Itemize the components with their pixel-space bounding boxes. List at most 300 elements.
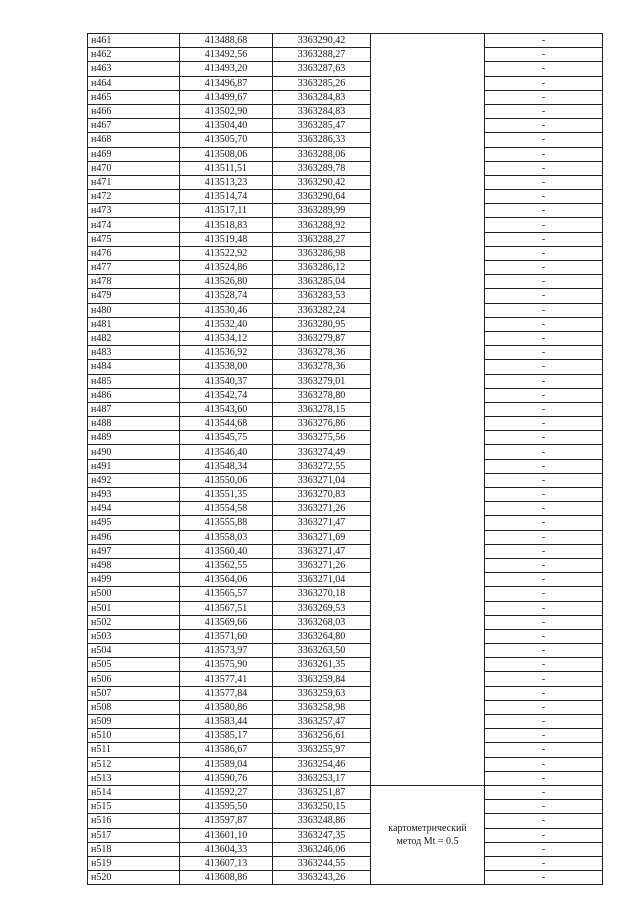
note-cell: - [485, 771, 603, 785]
method-text-line: картометрический [388, 823, 467, 835]
x-coordinate-cell: 413551,35 [180, 488, 273, 502]
note-cell: - [485, 743, 603, 757]
point-id-cell: н506 [88, 672, 180, 686]
x-coordinate-cell: 413496,87 [180, 76, 273, 90]
y-coordinate-cell: 3363284,83 [273, 104, 371, 118]
y-coordinate-cell: 3363285,47 [273, 119, 371, 133]
coordinates-table [87, 33, 603, 885]
point-id-cell: н472 [88, 190, 180, 204]
table-row [88, 629, 603, 643]
x-coordinate-cell: 413554,58 [180, 502, 273, 516]
table-row [88, 34, 603, 48]
point-id-cell: н501 [88, 601, 180, 615]
note-cell: - [485, 558, 603, 572]
point-id-cell: н490 [88, 445, 180, 459]
y-coordinate-cell: 3363285,26 [273, 76, 371, 90]
note-cell: - [485, 658, 603, 672]
table-row [88, 828, 603, 842]
point-id-cell: н511 [88, 743, 180, 757]
point-id-cell: н483 [88, 346, 180, 360]
y-coordinate-cell: 3363286,98 [273, 246, 371, 260]
x-coordinate-cell: 413504,40 [180, 119, 273, 133]
note-cell: - [485, 445, 603, 459]
point-id-cell: н508 [88, 700, 180, 714]
point-id-cell: н469 [88, 147, 180, 161]
y-coordinate-cell: 3363289,99 [273, 204, 371, 218]
x-coordinate-cell: 413577,84 [180, 686, 273, 700]
y-coordinate-cell: 3363251,87 [273, 785, 371, 799]
table-row [88, 331, 603, 345]
note-cell: - [485, 62, 603, 76]
y-coordinate-cell: 3363244,55 [273, 856, 371, 870]
point-id-cell: н491 [88, 459, 180, 473]
table-row [88, 76, 603, 90]
x-coordinate-cell: 413560,40 [180, 544, 273, 558]
table-row [88, 488, 603, 502]
table-row [88, 644, 603, 658]
x-coordinate-cell: 413573,97 [180, 644, 273, 658]
y-coordinate-cell: 3363271,69 [273, 530, 371, 544]
table-row [88, 147, 603, 161]
note-cell: - [485, 488, 603, 502]
y-coordinate-cell: 3363247,35 [273, 828, 371, 842]
x-coordinate-cell: 413519,48 [180, 232, 273, 246]
x-coordinate-cell: 413546,40 [180, 445, 273, 459]
note-cell: - [485, 629, 603, 643]
x-coordinate-cell: 413544,68 [180, 417, 273, 431]
table-row [88, 62, 603, 76]
point-id-cell: н515 [88, 800, 180, 814]
x-coordinate-cell: 413580,86 [180, 700, 273, 714]
x-coordinate-cell: 413499,67 [180, 90, 273, 104]
y-coordinate-cell: 3363269,53 [273, 601, 371, 615]
point-id-cell: н505 [88, 658, 180, 672]
table-row [88, 402, 603, 416]
x-coordinate-cell: 413543,60 [180, 402, 273, 416]
note-cell: - [485, 147, 603, 161]
note-cell: - [485, 644, 603, 658]
point-id-cell: н470 [88, 161, 180, 175]
x-coordinate-cell: 413540,37 [180, 374, 273, 388]
x-coordinate-cell: 413597,87 [180, 814, 273, 828]
point-id-cell: н461 [88, 34, 180, 48]
point-id-cell: н492 [88, 473, 180, 487]
note-cell: - [485, 346, 603, 360]
note-cell: - [485, 686, 603, 700]
x-coordinate-cell: 413575,90 [180, 658, 273, 672]
x-coordinate-cell: 413569,66 [180, 615, 273, 629]
point-id-cell: н509 [88, 715, 180, 729]
note-cell: - [485, 672, 603, 686]
table-row [88, 757, 603, 771]
table-row [88, 502, 603, 516]
point-id-cell: н496 [88, 530, 180, 544]
point-id-cell: н512 [88, 757, 180, 771]
point-id-cell: н481 [88, 317, 180, 331]
note-cell: - [485, 34, 603, 48]
x-coordinate-cell: 413502,90 [180, 104, 273, 118]
y-coordinate-cell: 3363288,06 [273, 147, 371, 161]
note-cell: - [485, 275, 603, 289]
y-coordinate-cell: 3363261,35 [273, 658, 371, 672]
note-cell: - [485, 871, 603, 885]
note-cell: - [485, 516, 603, 530]
table-row [88, 729, 603, 743]
x-coordinate-cell: 413532,40 [180, 317, 273, 331]
table-row [88, 743, 603, 757]
y-coordinate-cell: 3363268,03 [273, 615, 371, 629]
note-cell: - [485, 331, 603, 345]
y-coordinate-cell: 3363290,42 [273, 175, 371, 189]
table-row [88, 686, 603, 700]
y-coordinate-cell: 3363248,86 [273, 814, 371, 828]
table-row [88, 317, 603, 331]
x-coordinate-cell: 413550,06 [180, 473, 273, 487]
y-coordinate-cell: 3363271,26 [273, 502, 371, 516]
note-cell: - [485, 842, 603, 856]
note-cell: - [485, 246, 603, 260]
method-text-line: метод Mt = 0.5 [396, 836, 459, 848]
x-coordinate-cell: 413492,56 [180, 48, 273, 62]
point-id-cell: н493 [88, 488, 180, 502]
y-coordinate-cell: 3363243,26 [273, 871, 371, 885]
x-coordinate-cell: 413564,06 [180, 573, 273, 587]
note-cell: - [485, 104, 603, 118]
x-coordinate-cell: 413493,20 [180, 62, 273, 76]
note-cell: - [485, 261, 603, 275]
note-cell: - [485, 856, 603, 870]
point-id-cell: н488 [88, 417, 180, 431]
x-coordinate-cell: 413518,83 [180, 218, 273, 232]
y-coordinate-cell: 3363274,49 [273, 445, 371, 459]
table-row [88, 658, 603, 672]
table-row [88, 601, 603, 615]
y-coordinate-cell: 3363270,18 [273, 587, 371, 601]
y-coordinate-cell: 3363278,15 [273, 402, 371, 416]
x-coordinate-cell: 413542,74 [180, 388, 273, 402]
table-row [88, 360, 603, 374]
x-coordinate-cell: 413508,06 [180, 147, 273, 161]
y-coordinate-cell: 3363289,78 [273, 161, 371, 175]
note-cell: - [485, 218, 603, 232]
x-coordinate-cell: 413583,44 [180, 715, 273, 729]
table-row [88, 346, 603, 360]
table-row [88, 431, 603, 445]
note-cell: - [485, 785, 603, 799]
note-cell: - [485, 402, 603, 416]
note-cell: - [485, 587, 603, 601]
x-coordinate-cell: 413590,76 [180, 771, 273, 785]
point-id-cell: н507 [88, 686, 180, 700]
table-row [88, 161, 603, 175]
x-coordinate-cell: 413528,74 [180, 289, 273, 303]
x-coordinate-cell: 413562,55 [180, 558, 273, 572]
x-coordinate-cell: 413592,27 [180, 785, 273, 799]
y-coordinate-cell: 3363286,12 [273, 261, 371, 275]
note-cell: - [485, 615, 603, 629]
method-cell [371, 785, 485, 884]
table-row [88, 715, 603, 729]
table-row [88, 119, 603, 133]
point-id-cell: н475 [88, 232, 180, 246]
point-id-cell: н482 [88, 331, 180, 345]
point-id-cell: н487 [88, 402, 180, 416]
point-id-cell: н484 [88, 360, 180, 374]
table-row [88, 856, 603, 870]
x-coordinate-cell: 413511,51 [180, 161, 273, 175]
point-id-cell: н466 [88, 104, 180, 118]
table-row [88, 175, 603, 189]
point-id-cell: н497 [88, 544, 180, 558]
table-row [88, 190, 603, 204]
table-row [88, 473, 603, 487]
point-id-cell: н468 [88, 133, 180, 147]
coordinates-table-body [88, 34, 603, 885]
x-coordinate-cell: 413514,74 [180, 190, 273, 204]
x-coordinate-cell: 413555,88 [180, 516, 273, 530]
y-coordinate-cell: 3363271,04 [273, 573, 371, 587]
y-coordinate-cell: 3363280,95 [273, 317, 371, 331]
point-id-cell: н502 [88, 615, 180, 629]
table-row [88, 871, 603, 885]
note-cell: - [485, 76, 603, 90]
y-coordinate-cell: 3363257,47 [273, 715, 371, 729]
table-row [88, 530, 603, 544]
table-row [88, 700, 603, 714]
y-coordinate-cell: 3363288,92 [273, 218, 371, 232]
point-id-cell: н518 [88, 842, 180, 856]
y-coordinate-cell: 3363282,24 [273, 303, 371, 317]
method-cell-empty [371, 34, 485, 786]
table-row [88, 232, 603, 246]
y-coordinate-cell: 3363256,61 [273, 729, 371, 743]
y-coordinate-cell: 3363286,33 [273, 133, 371, 147]
table-row [88, 445, 603, 459]
y-coordinate-cell: 3363285,04 [273, 275, 371, 289]
table-row [88, 516, 603, 530]
x-coordinate-cell: 413538,00 [180, 360, 273, 374]
x-coordinate-cell: 413586,67 [180, 743, 273, 757]
table-row [88, 261, 603, 275]
x-coordinate-cell: 413577,41 [180, 672, 273, 686]
point-id-cell: н504 [88, 644, 180, 658]
note-cell: - [485, 573, 603, 587]
table-row [88, 204, 603, 218]
note-cell: - [485, 119, 603, 133]
x-coordinate-cell: 413595,50 [180, 800, 273, 814]
point-id-cell: н520 [88, 871, 180, 885]
x-coordinate-cell: 413567,51 [180, 601, 273, 615]
note-cell: - [485, 161, 603, 175]
x-coordinate-cell: 413545,75 [180, 431, 273, 445]
x-coordinate-cell: 413505,70 [180, 133, 273, 147]
y-coordinate-cell: 3363288,27 [273, 48, 371, 62]
y-coordinate-cell: 3363270,83 [273, 488, 371, 502]
point-id-cell: н494 [88, 502, 180, 516]
x-coordinate-cell: 413530,46 [180, 303, 273, 317]
note-cell: - [485, 289, 603, 303]
x-coordinate-cell: 413608,86 [180, 871, 273, 885]
point-id-cell: н473 [88, 204, 180, 218]
table-row [88, 842, 603, 856]
y-coordinate-cell: 3363259,63 [273, 686, 371, 700]
note-cell: - [485, 757, 603, 771]
table-row [88, 104, 603, 118]
point-id-cell: н489 [88, 431, 180, 445]
x-coordinate-cell: 413607,13 [180, 856, 273, 870]
note-cell: - [485, 204, 603, 218]
note-cell: - [485, 48, 603, 62]
y-coordinate-cell: 3363259,84 [273, 672, 371, 686]
point-id-cell: н516 [88, 814, 180, 828]
point-id-cell: н478 [88, 275, 180, 289]
y-coordinate-cell: 3363279,87 [273, 331, 371, 345]
note-cell: - [485, 133, 603, 147]
table-row [88, 218, 603, 232]
point-id-cell: н476 [88, 246, 180, 260]
table-row [88, 388, 603, 402]
y-coordinate-cell: 3363278,80 [273, 388, 371, 402]
y-coordinate-cell: 3363255,97 [273, 743, 371, 757]
x-coordinate-cell: 413604,33 [180, 842, 273, 856]
x-coordinate-cell: 413488,68 [180, 34, 273, 48]
point-id-cell: н510 [88, 729, 180, 743]
note-cell: - [485, 502, 603, 516]
y-coordinate-cell: 3363288,27 [273, 232, 371, 246]
note-cell: - [485, 360, 603, 374]
note-cell: - [485, 232, 603, 246]
point-id-cell: н464 [88, 76, 180, 90]
note-cell: - [485, 729, 603, 743]
note-cell: - [485, 530, 603, 544]
note-cell: - [485, 459, 603, 473]
point-id-cell: н474 [88, 218, 180, 232]
table-row [88, 48, 603, 62]
note-cell: - [485, 303, 603, 317]
y-coordinate-cell: 3363287,63 [273, 62, 371, 76]
point-id-cell: н471 [88, 175, 180, 189]
point-id-cell: н486 [88, 388, 180, 402]
point-id-cell: н462 [88, 48, 180, 62]
point-id-cell: н519 [88, 856, 180, 870]
table-row [88, 800, 603, 814]
table-row [88, 587, 603, 601]
x-coordinate-cell: 413522,92 [180, 246, 273, 260]
note-cell: - [485, 601, 603, 615]
table-row [88, 615, 603, 629]
table-row [88, 573, 603, 587]
x-coordinate-cell: 413548,34 [180, 459, 273, 473]
y-coordinate-cell: 3363271,04 [273, 473, 371, 487]
table-row [88, 246, 603, 260]
note-cell: - [485, 388, 603, 402]
point-id-cell: н513 [88, 771, 180, 785]
table-row [88, 90, 603, 104]
table-row [88, 771, 603, 785]
y-coordinate-cell: 3363253,17 [273, 771, 371, 785]
point-id-cell: н480 [88, 303, 180, 317]
x-coordinate-cell: 413558,03 [180, 530, 273, 544]
point-id-cell: н514 [88, 785, 180, 799]
table-row [88, 303, 603, 317]
point-id-cell: н503 [88, 629, 180, 643]
point-id-cell: н477 [88, 261, 180, 275]
y-coordinate-cell: 3363290,64 [273, 190, 371, 204]
table-row [88, 672, 603, 686]
note-cell: - [485, 175, 603, 189]
x-coordinate-cell: 413565,57 [180, 587, 273, 601]
x-coordinate-cell: 413589,04 [180, 757, 273, 771]
y-coordinate-cell: 3363271,26 [273, 558, 371, 572]
note-cell: - [485, 190, 603, 204]
y-coordinate-cell: 3363290,42 [273, 34, 371, 48]
note-cell: - [485, 431, 603, 445]
x-coordinate-cell: 413571,60 [180, 629, 273, 643]
table-row [88, 558, 603, 572]
y-coordinate-cell: 3363272,55 [273, 459, 371, 473]
y-coordinate-cell: 3363275,56 [273, 431, 371, 445]
y-coordinate-cell: 3363258,98 [273, 700, 371, 714]
y-coordinate-cell: 3363271,47 [273, 544, 371, 558]
note-cell: - [485, 473, 603, 487]
table-row [88, 133, 603, 147]
table-row [88, 459, 603, 473]
y-coordinate-cell: 3363279,01 [273, 374, 371, 388]
point-id-cell: н485 [88, 374, 180, 388]
y-coordinate-cell: 3363278,36 [273, 346, 371, 360]
note-cell: - [485, 715, 603, 729]
note-cell: - [485, 800, 603, 814]
table-row [88, 417, 603, 431]
y-coordinate-cell: 3363263,50 [273, 644, 371, 658]
x-coordinate-cell: 413536,92 [180, 346, 273, 360]
note-cell: - [485, 544, 603, 558]
note-cell: - [485, 814, 603, 828]
x-coordinate-cell: 413534,12 [180, 331, 273, 345]
y-coordinate-cell: 3363283,53 [273, 289, 371, 303]
y-coordinate-cell: 3363246,06 [273, 842, 371, 856]
y-coordinate-cell: 3363284,83 [273, 90, 371, 104]
table-row [88, 289, 603, 303]
y-coordinate-cell: 3363278,36 [273, 360, 371, 374]
x-coordinate-cell: 413601,10 [180, 828, 273, 842]
point-id-cell: н498 [88, 558, 180, 572]
y-coordinate-cell: 3363271,47 [273, 516, 371, 530]
point-id-cell: н465 [88, 90, 180, 104]
note-cell: - [485, 700, 603, 714]
note-cell: - [485, 374, 603, 388]
point-id-cell: н517 [88, 828, 180, 842]
note-cell: - [485, 417, 603, 431]
y-coordinate-cell: 3363250,15 [273, 800, 371, 814]
x-coordinate-cell: 413585,17 [180, 729, 273, 743]
x-coordinate-cell: 413513,23 [180, 175, 273, 189]
x-coordinate-cell: 413517,11 [180, 204, 273, 218]
table-row [88, 275, 603, 289]
table-row [88, 785, 603, 799]
note-cell: - [485, 317, 603, 331]
point-id-cell: н495 [88, 516, 180, 530]
x-coordinate-cell: 413526,80 [180, 275, 273, 289]
x-coordinate-cell: 413524,86 [180, 261, 273, 275]
point-id-cell: н500 [88, 587, 180, 601]
table-row [88, 544, 603, 558]
point-id-cell: н479 [88, 289, 180, 303]
y-coordinate-cell: 3363264,80 [273, 629, 371, 643]
note-cell: - [485, 90, 603, 104]
y-coordinate-cell: 3363276,86 [273, 417, 371, 431]
table-row [88, 374, 603, 388]
